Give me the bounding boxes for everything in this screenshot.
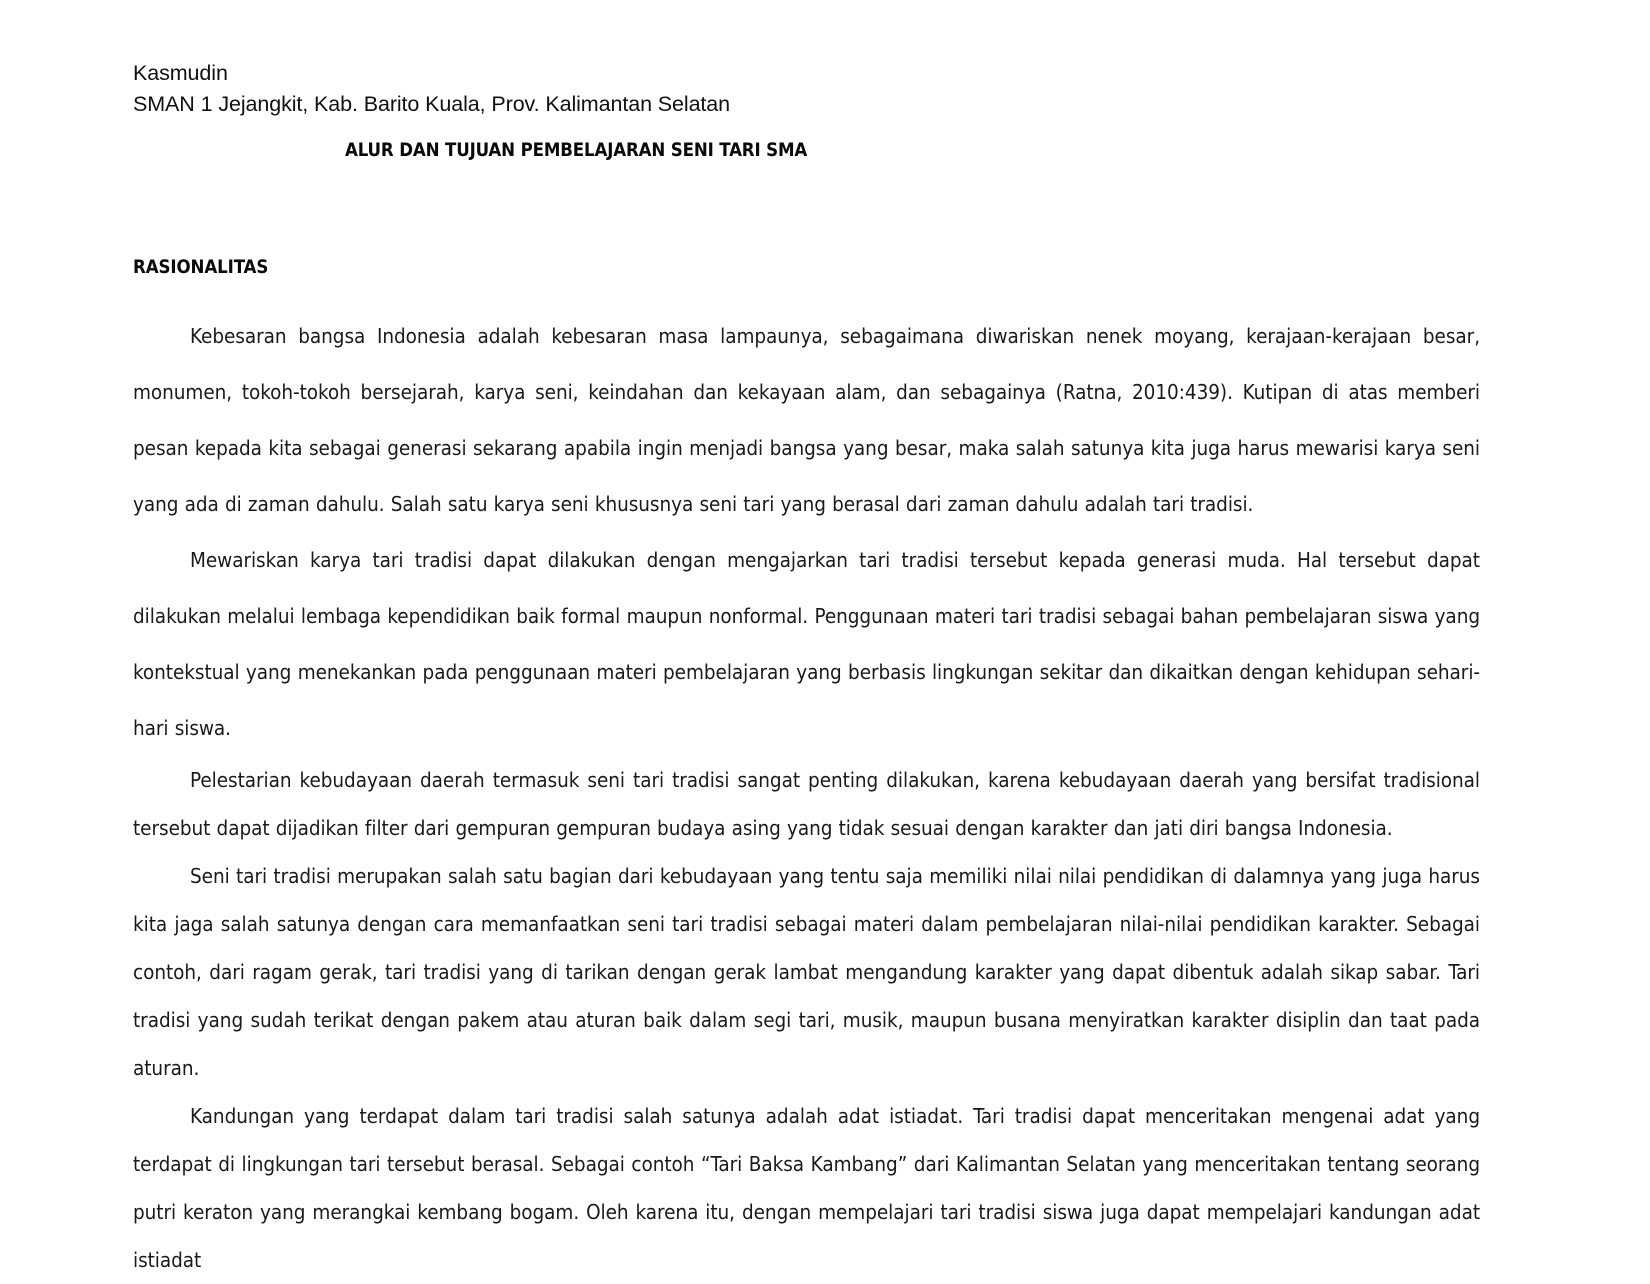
author-name: Kasmudin: [133, 61, 228, 85]
paragraph: Pelestarian kebudayaan daerah termasuk seni tari tradisi sangat penting dilakukan, karena kebudayaan daerah yang bersifat tradisional tersebut dapat dijadikan filter dari gempuran gempuran budaya asing yang tidak sesuai dengan karakter dan jati diri bangsa Indonesia.: [133, 768, 1480, 840]
author-header-block: [133, 58, 1480, 120]
paragraph: Mewariskan karya tari tradisi dapat dilakukan dengan mengajarkan tari tradisi tersebut kepada generasi muda. Hal tersebut dapat dilakukan melalui lembaga kependidikan baik formal maupun nonformal. Penggunaan materi tari tradisi sebagai bahan pembelajaran siswa yang kontekstual yang menekankan pada penggunaan materi pembelajaran yang berbasis lingkungan sekitar dan dikaitkan dengan kehidupan sehari-hari siswa.: [133, 548, 1480, 740]
document-title: ALUR DAN TUJUAN PEMBELAJARAN SENI TARI SMA: [345, 140, 808, 161]
paragraph: Seni tari tradisi merupakan salah satu bagian dari kebudayaan yang tentu saja memiliki nilai nilai pendidikan di dalamnya yang juga harus kita jaga salah satunya dengan cara memanfaatkan seni tari tradisi sebagai materi dalam pembelajaran nilai-nilai pendidikan karakter. Sebagai contoh, dari ragam gerak, tari tradisi yang di tarikan dengan gerak lambat mengandung karakter yang dapat dibentuk adalah sikap sabar. Tari tradisi yang sudah terikat dengan pakem atau aturan baik dalam segi tari, musik, maupun busana menyiratkan karakter disiplin dan taat pada aturan.: [133, 864, 1480, 1080]
paragraph: Kebesaran bangsa Indonesia adalah kebesaran masa lampaunya, sebagaimana diwariskan nenek moyang, kerajaan-kerajaan besar, monumen, tokoh-tokoh bersejarah, karya seni, keindahan dan kekayaan alam, dan sebagainya (Ratna, 2010:439). Kutipan di atas memberi pesan kepada kita sebagai generasi sekarang apabila ingin menjadi bangsa yang besar, maka salah satunya kita juga harus mewarisi karya seni yang ada di zaman dahulu. Salah satu karya seni khususnya seni tari yang berasal dari zaman dahulu adalah tari tradisi.: [133, 324, 1480, 516]
paragraph: Kandungan yang terdapat dalam tari tradisi salah satunya adalah adat istiadat. Tari tradisi dapat menceritakan mengenai adat yang terdapat di lingkungan tari tersebut berasal. Sebagai contoh “Tari Baksa Kambang” dari Kalimantan Selatan yang menceritakan tentang seorang putri keraton yang merangkai kembang bogam. Oleh karena itu, dengan mempelajari tari tradisi siswa juga dapat mempelajari kandungan adat istiadat: [133, 1104, 1480, 1272]
author-affiliation: SMAN 1 Jejangkit, Kab. Barito Kuala, Prov. Kalimantan Selatan: [133, 92, 731, 116]
section-heading-rasionalitas: RASIONALITAS: [133, 257, 269, 278]
body-copy: [133, 308, 1480, 1284]
